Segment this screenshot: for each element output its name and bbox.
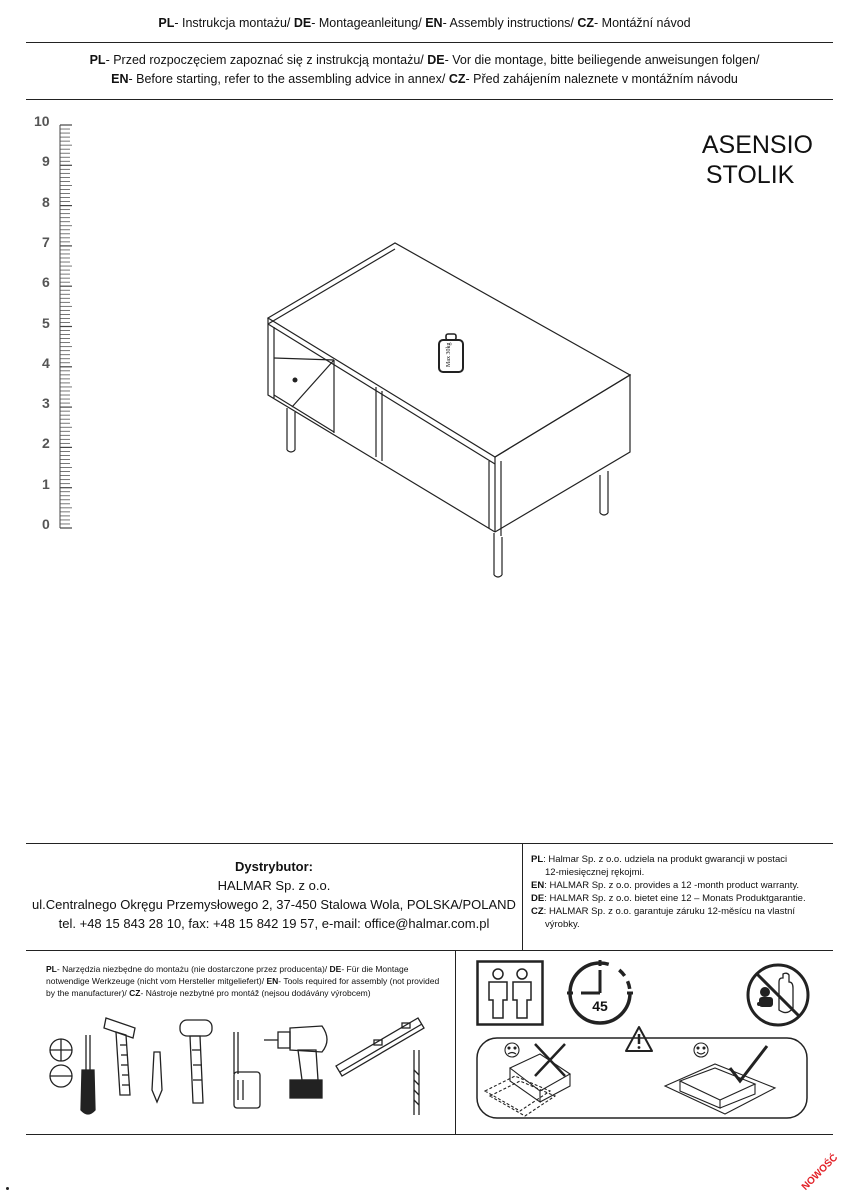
max-weight-label: Max 30kg <box>446 342 452 367</box>
footer-mid-divider <box>26 950 833 951</box>
ruler-label: 9 <box>42 153 50 170</box>
tools-lang-code: EN <box>266 976 279 986</box>
handle-hole <box>293 378 298 383</box>
header-title-lang-code: PL <box>158 16 175 30</box>
footer-vertical-divider <box>522 843 523 951</box>
warranty-de: DE: HALMAR Sp. z o.o. bietet eine 12 – Monats Produktgarantie. <box>531 893 806 904</box>
drill-icon <box>264 1026 327 1098</box>
ruler-label: 4 <box>42 354 50 371</box>
intro-lang-code: DE <box>427 53 445 67</box>
warranty-cz: CZ: HALMAR Sp. z o.o. garantuje záruku 12-měsícu na vlastní <box>531 906 796 917</box>
max-weight-icon <box>437 333 465 378</box>
coffee-table-drawing <box>255 235 645 585</box>
ruler-label: 8 <box>42 193 50 210</box>
sad-face-icon <box>505 1043 519 1057</box>
new-product-badge: NOWOŚĆ <box>799 1152 841 1193</box>
header-divider <box>26 42 833 43</box>
distributor-address: ul.Centralnego Okręgu Przemysłowego 2, 37-450 Stalowa Wola, POLSKA/POLAND <box>32 897 516 912</box>
warranty-pl: PL: Halmar Sp. z o.o. udziela na produkt gwarancji w postaci <box>531 854 788 865</box>
clock-icon <box>565 958 635 1028</box>
hammer-icon <box>104 1018 135 1095</box>
product-type: STOLIK <box>705 161 795 189</box>
ruler-label: 1 <box>42 475 50 492</box>
intro-text: - Před zahájením naleznete v montážním návodu <box>465 72 738 86</box>
footer-bottom-divider <box>26 1134 833 1135</box>
intro-lang-code: CZ <box>448 72 466 86</box>
product-title <box>702 130 813 190</box>
tools-text: - Für die Montage notwendige Werkzeuge (nicht vom Hersteller mitgeliefert)/ <box>46 964 409 986</box>
drill-bit-icon <box>414 1050 419 1115</box>
tools-lang-code: PL <box>46 964 57 974</box>
warranty-block <box>531 853 836 931</box>
tools-text: - Nástroje nezbytné pro montáž (nejsou dodávány výrobcem) <box>140 988 371 998</box>
header-title-text: - Montážní návod <box>594 16 691 30</box>
header-title-lang-code: EN <box>425 16 443 30</box>
distributor-contact: tel. +48 15 843 28 10, fax: +48 15 842 19 57, e-mail: office@halmar.com.pl <box>58 916 490 931</box>
tools-text: - Tools required for assembly (not provided by the manufacturer)/ <box>46 976 440 998</box>
product-name: ASENSIO <box>701 131 813 159</box>
happy-face-icon <box>694 1043 708 1057</box>
awl-icon <box>152 1052 162 1102</box>
phillips-screw-icon <box>50 1039 72 1061</box>
floor-protection-illustration <box>475 1036 810 1121</box>
tools-required-text <box>46 963 446 999</box>
header-title-lang-code: CZ <box>577 16 595 30</box>
ruler-label: 0 <box>42 516 50 532</box>
ruler-label: 6 <box>42 274 50 291</box>
warranty-cz-cont: výrobky. <box>545 919 580 930</box>
tools-illustration <box>40 1010 440 1125</box>
ruler-label: 3 <box>42 395 50 412</box>
footer-top-divider <box>26 843 833 844</box>
screwdriver-icon <box>81 1035 95 1114</box>
ruler-label: 2 <box>42 435 50 452</box>
intro-text: - Przed rozpoczęciem zapoznać się z instrukcją montażu/ <box>105 53 428 67</box>
warranty-en: EN: HALMAR Sp. z o.o. provides a 12 -month product warranty. <box>531 880 800 891</box>
ruler-label: 5 <box>42 314 50 331</box>
clock-minutes: 45 <box>592 998 608 1014</box>
height-ruler <box>34 110 84 540</box>
intro-divider <box>26 99 833 100</box>
tools-divider <box>455 950 456 1134</box>
header-title-text: - Assembly instructions/ <box>442 16 578 30</box>
intro-text: - Before starting, refer to the assembling advice in annex/ <box>128 72 449 86</box>
tools-text: - Narzędzia niezbędne do montażu (nie dostarczone przez producenta)/ <box>56 964 330 974</box>
flat-screw-icon <box>50 1065 72 1087</box>
spirit-level-icon <box>336 1018 424 1076</box>
intro-lang-code: PL <box>89 53 106 67</box>
header-title-text: - Instrukcja montażu/ <box>174 16 294 30</box>
tools-lang-code: CZ <box>129 988 141 998</box>
header-title <box>0 16 849 30</box>
ruler-label: 7 <box>42 233 50 250</box>
mallet-icon <box>180 1020 212 1103</box>
two-persons-icon <box>476 960 544 1026</box>
distributor-block <box>30 857 518 933</box>
distributor-company: HALMAR Sp. z o.o. <box>217 878 331 893</box>
header-title-lang-code: DE <box>293 16 312 30</box>
intro-lang-code: EN <box>111 72 129 86</box>
page-dot <box>6 1187 9 1190</box>
header-intro <box>40 51 809 89</box>
distributor-heading: Dystrybutor: <box>234 859 313 874</box>
tape-measure-icon <box>234 1032 260 1108</box>
header-title-text: - Montageanleitung/ <box>311 16 426 30</box>
intro-text: - Vor die montage, bitte beiliegende anweisungen folgen/ <box>444 53 760 67</box>
ruler-label: 10 <box>34 113 50 129</box>
warranty-pl-cont: 12-miesięcznej rękojmi. <box>545 867 645 878</box>
tools-lang-code: DE <box>329 964 342 974</box>
no-children-icon <box>743 960 813 1030</box>
